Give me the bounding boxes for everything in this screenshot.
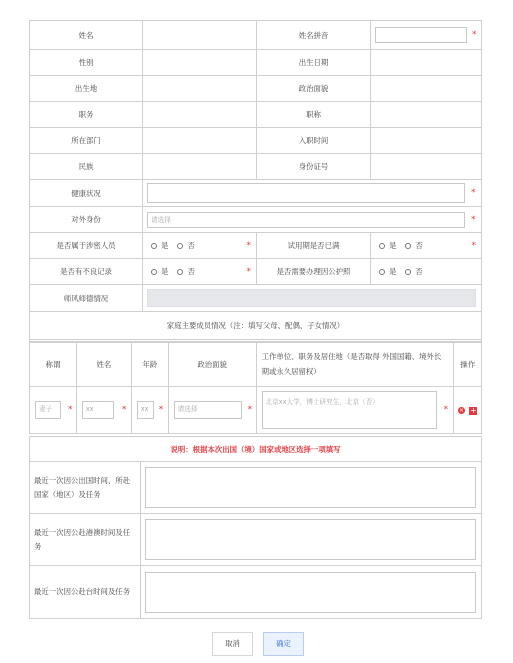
radio-no-label: 否: [187, 267, 195, 276]
external-identity-select[interactable]: 请选择: [147, 212, 465, 228]
taiwan-trip-cell: [141, 566, 482, 619]
name-pinyin-input[interactable]: [375, 27, 467, 43]
probation-no-radio[interactable]: [405, 240, 422, 251]
radio-circle-icon: [151, 269, 157, 275]
required-mark: *: [158, 405, 164, 415]
relation-cell: [30, 387, 77, 434]
required-mark: *: [246, 266, 252, 277]
classified-no-radio[interactable]: [177, 240, 194, 251]
health-label: 健康状况: [30, 180, 143, 207]
position-value: [143, 102, 257, 128]
radio-circle-icon: [379, 243, 385, 249]
title-value: [370, 102, 481, 128]
col-action: 操作: [454, 342, 482, 387]
relation-input[interactable]: 妻子: [35, 401, 61, 419]
political-status-value: [370, 76, 481, 102]
family-members-table: [29, 341, 482, 434]
birth-date-label: 出生日期: [257, 50, 371, 76]
department-value: [143, 128, 257, 154]
probation-yes-radio[interactable]: [379, 240, 396, 251]
health-cell: [143, 180, 482, 207]
title-label: 职称: [257, 102, 371, 128]
member-political-select[interactable]: 请选择: [174, 401, 242, 419]
abroad-trip-cell: [141, 462, 482, 514]
add-row-icon[interactable]: +: [470, 405, 477, 415]
member-political-cell: [168, 387, 256, 434]
radio-circle-icon: [405, 269, 411, 275]
conduct-cell: [143, 285, 482, 312]
taiwan-trip-label: 最近一次因公赴台时间及任务: [30, 566, 141, 619]
probation-label: 试用期是否已满: [257, 233, 371, 259]
trips-table: [29, 436, 482, 619]
conduct-disabled-field: [147, 289, 476, 307]
ethnicity-value: [143, 154, 257, 180]
radio-yes-label: 是: [388, 241, 397, 250]
conduct-label: 师风师德情况: [30, 285, 143, 312]
taiwan-trip-textarea[interactable]: [145, 572, 476, 613]
name-pinyin-cell: [370, 21, 481, 50]
col-relation: 称谓: [30, 342, 77, 387]
required-mark: *: [247, 405, 253, 415]
required-mark: *: [471, 30, 477, 40]
registration-form-table: [29, 20, 482, 343]
age-input[interactable]: xx: [137, 401, 154, 419]
position-label: 职务: [30, 102, 143, 128]
classified-yes-radio[interactable]: [151, 240, 168, 251]
entry-date-label: 入职时间: [257, 128, 371, 154]
id-number-value: [370, 154, 481, 180]
radio-circle-icon: [379, 269, 385, 275]
passport-yes-radio[interactable]: [379, 266, 396, 277]
gender-label: 性别: [30, 50, 143, 76]
required-mark: *: [471, 240, 476, 251]
abroad-trip-label: 最近一次因公出国时间、所赴国家（地区）及任务: [30, 462, 141, 514]
bad-record-label: 是否有不良记录: [30, 259, 143, 285]
required-mark: *: [471, 214, 476, 225]
hkmacao-trip-cell: [141, 514, 482, 566]
family-section-heading: 家庭主要成员情况（注：填写父母、配偶、子女情况）: [30, 312, 482, 340]
hkmacao-trip-textarea[interactable]: [145, 519, 476, 560]
classified-label: 是否属于涉密人员: [30, 233, 143, 259]
col-age: 年龄: [131, 342, 168, 387]
id-number-label: 身份证号: [257, 154, 371, 180]
radio-circle-icon: [177, 269, 183, 275]
col-political: 政治面貌: [168, 342, 256, 387]
bad-record-radio-cell: [143, 259, 257, 285]
radio-circle-icon: [405, 243, 411, 249]
member-name-cell: [76, 387, 131, 434]
action-cell: [454, 387, 482, 434]
required-mark: *: [246, 240, 252, 251]
name-label: 姓名: [30, 21, 143, 50]
health-input[interactable]: [147, 183, 465, 203]
col-work: 工作单位、职务及居住地（是否取得 外国国籍、境外长期或永久居留权）: [256, 342, 454, 387]
radio-yes-label: 是: [161, 241, 169, 250]
member-name-input[interactable]: xx: [82, 401, 114, 419]
cancel-button[interactable]: 取消: [212, 632, 253, 656]
hkmacao-trip-label: 最近一次因公赴港澳时间及任务: [30, 514, 141, 566]
probation-radio-cell: [370, 233, 481, 259]
radio-circle-icon: [151, 243, 157, 249]
passport-no-radio[interactable]: [405, 266, 422, 277]
radio-yes-label: 是: [388, 267, 397, 276]
external-identity-cell: [143, 207, 482, 233]
required-mark: *: [471, 188, 476, 198]
ethnicity-label: 民族: [30, 154, 143, 180]
remove-row-icon[interactable]: ×: [459, 407, 465, 414]
required-mark: *: [68, 405, 73, 415]
radio-yes-label: 是: [161, 267, 169, 276]
age-cell: [131, 387, 168, 434]
required-mark: *: [121, 405, 127, 415]
gender-value: [143, 50, 257, 76]
passport-needed-label: 是否需要办理因公护照: [257, 259, 371, 285]
department-label: 所在部门: [30, 128, 143, 154]
name-value: [143, 21, 257, 50]
birthplace-label: 出生地: [30, 76, 143, 102]
radio-no-label: 否: [415, 241, 423, 250]
work-textarea[interactable]: 北京xx大学，博士研究生，北京（否）: [262, 391, 437, 429]
confirm-button[interactable]: 确定: [263, 632, 304, 656]
abroad-trip-textarea[interactable]: [145, 467, 476, 508]
country-note: 说明：根据本次出国（境）国家或地区选择一项填写: [30, 437, 482, 462]
passport-needed-radio-cell: [370, 259, 481, 285]
name-pinyin-label: 姓名拼音: [257, 21, 371, 50]
bad-record-no-radio[interactable]: [177, 266, 194, 277]
classified-radio-cell: [143, 233, 257, 259]
required-mark: *: [443, 405, 449, 415]
radio-no-label: 否: [187, 241, 195, 250]
entry-date-value: [370, 128, 481, 154]
external-identity-label: 对外身份: [30, 207, 143, 233]
col-name: 姓名: [76, 342, 131, 387]
radio-no-label: 否: [415, 267, 423, 276]
birth-date-value: [370, 50, 481, 76]
radio-circle-icon: [177, 243, 183, 249]
political-status-label: 政治面貌: [257, 76, 371, 102]
birthplace-value: [143, 76, 257, 102]
bad-record-yes-radio[interactable]: [151, 266, 168, 277]
work-cell: [256, 387, 454, 434]
